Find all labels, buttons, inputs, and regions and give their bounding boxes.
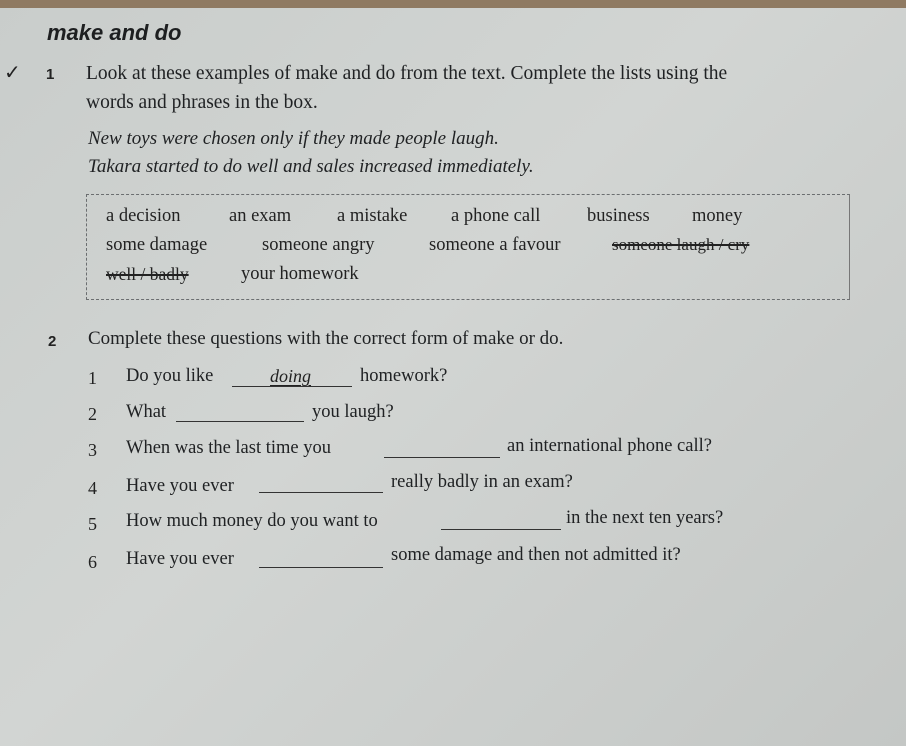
box-word: your homework: [241, 264, 359, 284]
question-text: homework?: [360, 366, 448, 386]
question-number: 2: [88, 404, 97, 424]
question-text: really badly in an exam?: [391, 472, 573, 492]
question-number: 4: [88, 478, 97, 498]
question-text: Do you like: [126, 366, 214, 386]
question-number: 6: [88, 552, 97, 572]
example-sentence-2: Takara started to do well and sales increased immediately.: [88, 156, 534, 177]
question-text: How much money do you want to: [126, 511, 378, 531]
answer-blank[interactable]: [259, 472, 383, 493]
exercise-2-instruction: Complete these questions with the correct form of make or do.: [88, 328, 564, 349]
question-text: What: [126, 402, 167, 422]
question-number: 5: [88, 514, 97, 534]
answer-blank[interactable]: [384, 437, 500, 458]
answer-blank[interactable]: [259, 547, 383, 568]
question-text: Have you ever: [126, 549, 234, 569]
answer-blank[interactable]: [176, 401, 304, 422]
box-word: someone angry: [262, 235, 375, 255]
question-text: some damage and then not admitted it?: [391, 545, 681, 565]
check-mark: ✓: [4, 62, 21, 84]
box-word: some damage: [106, 235, 208, 255]
box-word-crossed-out: well / badly: [106, 264, 189, 284]
question-number: 3: [88, 440, 97, 460]
question-text: Have you ever: [126, 476, 234, 496]
box-word-crossed-out: someone laugh / cry: [612, 235, 750, 254]
exercise-1-instruction-line2: words and phrases in the box.: [86, 92, 318, 113]
question-text: in the next ten years?: [566, 508, 724, 528]
question-text: an international phone call?: [507, 436, 712, 456]
section-heading: make and do: [47, 20, 182, 45]
exercise-1-instruction-line1: Look at these examples of make and do from the text. Complete the lists using the: [86, 63, 728, 84]
box-word: a phone call: [451, 206, 541, 226]
box-word: someone a favour: [429, 235, 561, 255]
question-number: 1: [88, 368, 97, 388]
page-edge: [0, 0, 906, 8]
box-word: an exam: [229, 206, 292, 226]
box-word: money: [692, 206, 743, 226]
box-word: a mistake: [337, 206, 408, 226]
question-text: When was the last time you: [126, 438, 331, 458]
example-sentence-1: New toys were chosen only if they made people laugh.: [88, 128, 499, 149]
box-word: business: [587, 206, 650, 226]
answer-blank[interactable]: [441, 509, 561, 530]
question-text: you laugh?: [312, 402, 394, 422]
box-word: a decision: [106, 206, 181, 226]
filled-answer: doing: [270, 366, 312, 386]
exercise-2-number: 2: [48, 333, 57, 350]
exercise-1-number: 1: [46, 66, 55, 83]
